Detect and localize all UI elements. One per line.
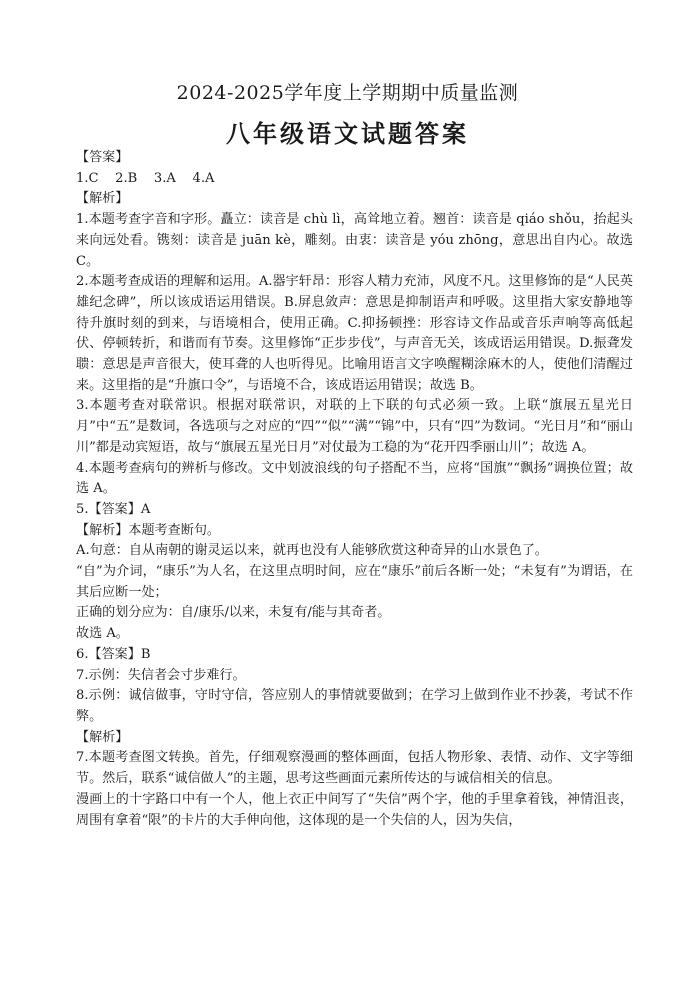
analysis-heading: 【解析】 — [76, 191, 129, 207]
paragraph: 正确的划分应为：自/康乐/以来，未复有/能与其奇者。 — [76, 605, 391, 621]
paragraph: “自”为介词，“康乐”为人名，在这里点明时间，应在“康乐”前后各断一处；“未复有”为谓语，在其后应断一处； — [76, 564, 633, 600]
analysis-heading: 【解析】 — [76, 729, 129, 745]
paragraph: 7.本题考查图文转换。首先，仔细观察漫画的整体画面，包括人物形象、表情、动作、文字等细节。然后，联系“诚信做人”的主题，思考这些画面元素所传达的与诚信相关的信息。 — [76, 750, 633, 787]
answer-list: 1.C 2.B 3.A 4.A — [76, 170, 215, 186]
paragraph: 6.【答案】B — [76, 646, 151, 662]
document-body — [76, 148, 633, 831]
paragraph: 【解析】本题考查断句。 — [76, 522, 221, 538]
paragraph: 7.示例：失信者会寸步难行。 — [76, 667, 246, 683]
paragraph: 4.本题考查病句的辨析与修改。文中划波浪线的句子搭配不当，应将“国旗”“飘扬”调换位置；故选 A。 — [76, 460, 633, 497]
paragraph: 1.本题考查字音和字形。矗立：读音是 chù lì，高耸地立着。翘首：读音是 qiáo shǒu，抬起头来向远处看。镌刻：读音是 juān kè，雕刻。由衷：读音是 yóu zhōng，意思出自内心。故选 C。 — [76, 212, 633, 269]
answer-heading: 【答案】 — [76, 150, 129, 165]
paragraph: 故选 A。 — [76, 626, 129, 642]
paragraph: 3.本题考查对联常识。根据对联常识，对联的上下联的句式必须一致。上联“旗展五星光日月”中“五”是数词，各选项与之对应的“四”“似”“满”“锦”中，只有“四”为数词。“光日月”和“丽山川”都是动宾短语，故与“旗展五星光日月”对仗最为工稳的为“花开四季丽山川”；故选 A。 — [76, 398, 633, 455]
document-subtitle: 八年级语文试题答案 — [226, 120, 469, 148]
paragraph: 8.示例：诚信做事，守时守信，答应别人的事情就要做到；在学习上做到作业不抄袭，考试不作弊。 — [76, 688, 633, 724]
document-title: 2024-2025学年度上学期期中质量监测 — [176, 82, 519, 104]
paragraph: 漫画上的十字路口中有一个人，他上衣正中间写了“失信”两个字，他的手里拿着钱，神情沮丧，周围有拿着“限”的卡片的大手伸向他，这体现的是一个失信的人，因为失信， — [76, 791, 633, 828]
paragraph: 2.本题考查成语的理解和运用。A.器宇轩昂：形容人精力充沛，风度不凡。这里修饰的是“人民英雄纪念碑”，所以该成语运用错误。B.屏息敛声：意思是抑制语声和呼吸。这里指大家安静地等待升旗时刻的到来，与语境相合，使用正确。C.抑扬顿挫：形容诗文作品或音乐声响等高低起伏、停顿转折，和谐而有节奏。这里修饰“正步步伐”，与声音无关，该成语运用错误。D.振聋发聩：意思是声音很大，使耳聋的人也听得见。比喻用语言文字唤醒糊涂麻木的人，使他们清醒过来。这里指的是“升旗口令”，与语境不合，该成语运用错误；故选 B。 — [76, 274, 633, 393]
paragraph: 5.【答案】A — [76, 501, 151, 517]
paragraph: A.句意：自从南朝的谢灵运以来，就再也没有人能够欣赏这种奇异的山水景色了。 — [76, 543, 548, 559]
